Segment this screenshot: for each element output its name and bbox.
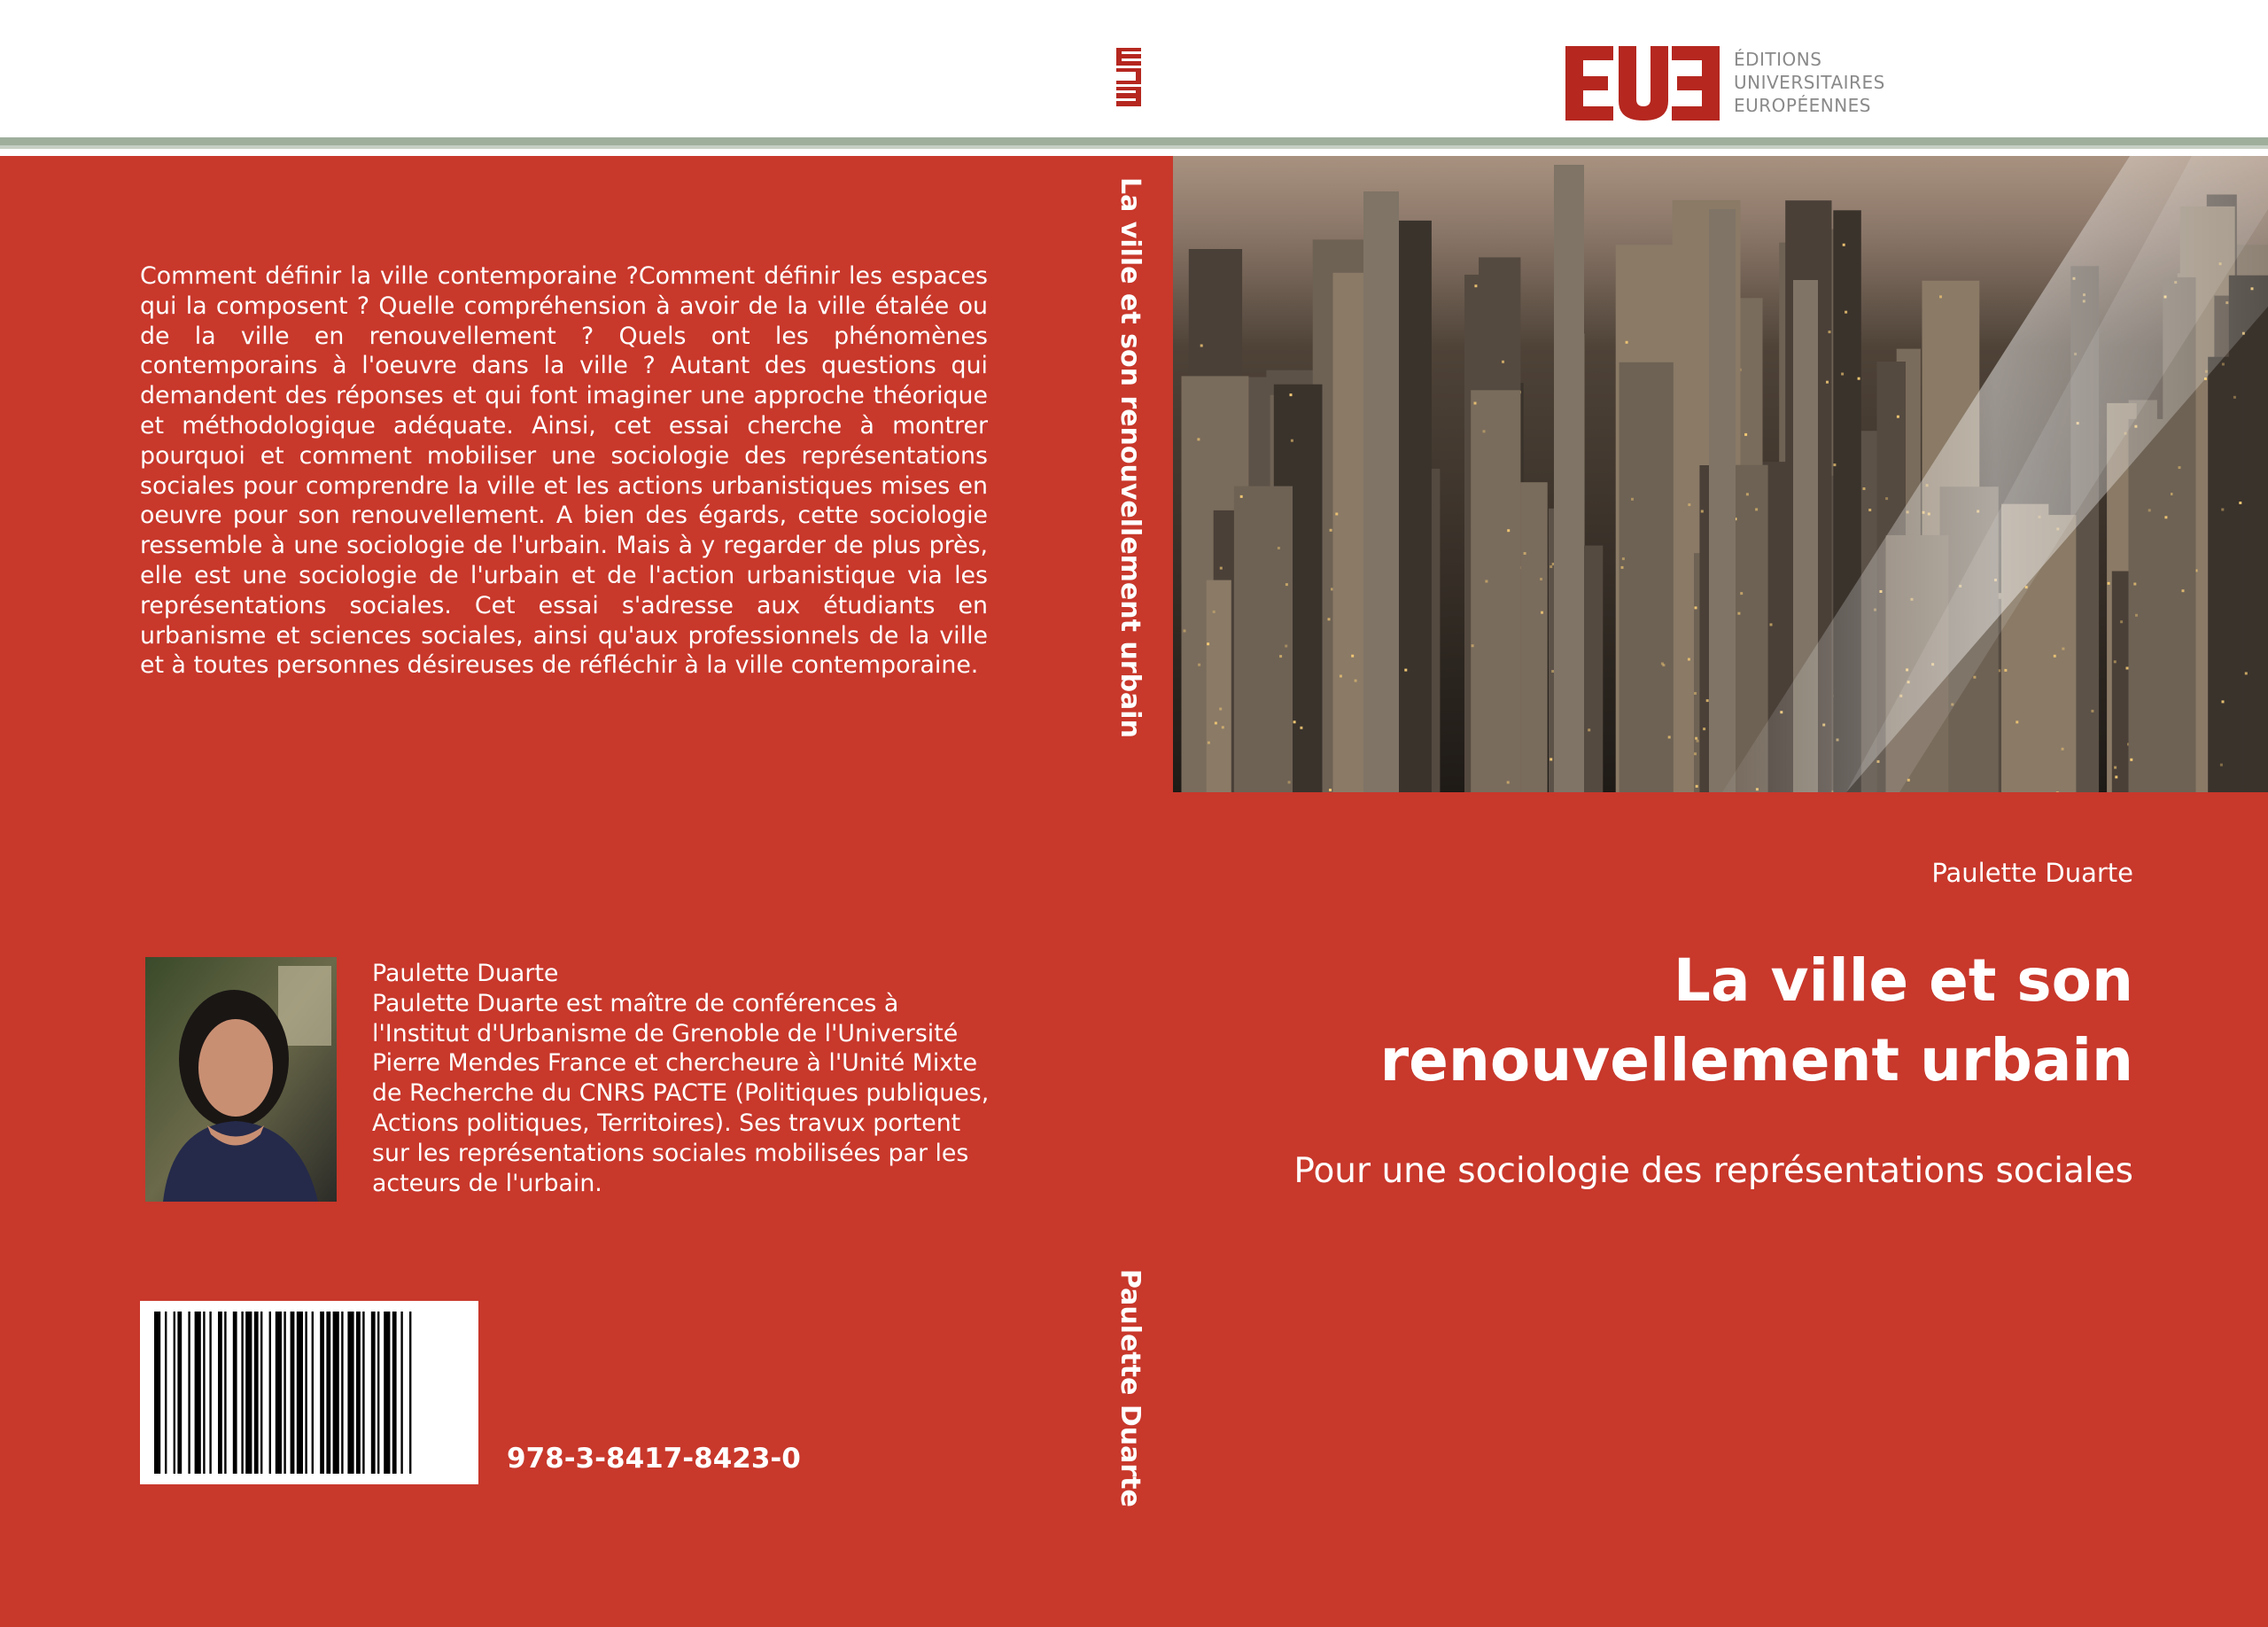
- tower: [1363, 191, 1399, 792]
- window-light: [1474, 402, 1477, 405]
- window-light: [2108, 582, 2110, 585]
- window-light: [1472, 644, 1474, 647]
- author-bio-name: Paulette Duarte: [372, 960, 559, 987]
- tower: [1554, 165, 1584, 792]
- window-light: [2126, 667, 2129, 670]
- barcode-bar: [312, 1312, 314, 1474]
- barcode-bar: [260, 1312, 262, 1474]
- barcode-bar: [218, 1312, 222, 1474]
- window-light: [2062, 648, 2064, 650]
- window-light: [1285, 583, 1288, 586]
- barcode-bar: [305, 1312, 307, 1474]
- barcode-bar: [276, 1312, 282, 1474]
- window-light: [2130, 759, 2132, 761]
- window-light: [1833, 463, 1836, 466]
- front-author: Paulette Duarte: [1931, 858, 2133, 888]
- window-light: [1885, 497, 1888, 500]
- window-light: [1351, 655, 1354, 658]
- window-light: [1703, 728, 1705, 730]
- window-light: [1626, 341, 1628, 344]
- barcode-bar: [233, 1312, 237, 1474]
- window-light: [1551, 670, 1554, 673]
- window-light: [1631, 498, 1634, 501]
- window-light: [2164, 516, 2167, 518]
- barcode-bar: [203, 1312, 205, 1474]
- header-divider-light: [0, 145, 2268, 149]
- window-light: [2004, 669, 2007, 672]
- barcode: [140, 1301, 478, 1484]
- window-light: [1826, 381, 1829, 384]
- window-light: [2135, 614, 2138, 617]
- building: [1207, 580, 1231, 792]
- window-light: [1524, 552, 1526, 555]
- window-light: [2091, 710, 2093, 712]
- barcode-bar: [154, 1312, 160, 1474]
- window-light: [1845, 311, 1847, 314]
- window-light: [2239, 502, 2241, 504]
- header-divider: [0, 137, 2268, 145]
- window-light: [1662, 664, 1665, 666]
- window-light: [2245, 672, 2248, 674]
- window-light: [1550, 758, 1552, 760]
- window-light: [1219, 708, 1222, 711]
- window-light: [2120, 620, 2123, 623]
- spine-title: La ville et son renouvellement urbain: [1115, 177, 1146, 738]
- window-light: [1540, 578, 1542, 580]
- window-light: [1695, 737, 1697, 740]
- barcode-bar: [291, 1312, 295, 1474]
- window-light: [1695, 606, 1697, 609]
- window-light: [1863, 487, 1866, 490]
- window-light: [1737, 612, 1740, 615]
- building: [1471, 390, 1520, 792]
- barcode-bar: [177, 1312, 182, 1474]
- tower: [1709, 209, 1736, 792]
- building: [2129, 419, 2171, 792]
- window-light: [1868, 509, 1871, 511]
- window-light: [1184, 629, 1186, 632]
- barcode-bar: [165, 1312, 167, 1474]
- barcode-bar: [224, 1312, 226, 1474]
- window-light: [1200, 345, 1203, 347]
- window-light: [1746, 493, 1749, 495]
- building: [2208, 357, 2243, 792]
- window-light: [1293, 720, 1296, 723]
- window-light: [1474, 284, 1477, 287]
- window-light: [1340, 675, 1342, 678]
- publisher-name-line-2: UNIVERSITAIRES: [1734, 72, 1885, 93]
- barcode-bar: [269, 1312, 271, 1474]
- barcode-bar: [209, 1312, 211, 1474]
- window-light: [2221, 509, 2224, 511]
- barcode-bar: [320, 1312, 324, 1474]
- publisher-name-line-3: EUROPÉENNES: [1734, 95, 1872, 116]
- window-light: [1688, 658, 1690, 661]
- window-light: [2114, 767, 2117, 769]
- barcode-bar: [195, 1312, 201, 1474]
- window-light: [1220, 567, 1223, 570]
- window-light: [1744, 433, 1747, 436]
- window-light: [1706, 699, 1709, 702]
- barcode-bar: [356, 1312, 361, 1474]
- window-light: [1300, 727, 1302, 729]
- window-light: [1330, 529, 1332, 532]
- window-light: [1507, 529, 1510, 532]
- author-bio-text: Paulette Duarte est maître de conférences à l'Institut d'Urbanisme de Grenoble de l'Université Pierre Mendes France et chercheure à l'Unité Mixte de Recherche du CNRS PACTE (Politiques publiques, Actions politiques, Territoires). Ses travux portent sur les représentations sociales mobilisées par les acteurs de l'urbain.: [372, 989, 990, 1197]
- window-light: [1694, 752, 1697, 755]
- barcode-bar: [245, 1312, 252, 1474]
- window-light: [1939, 295, 1942, 298]
- publisher-logo: [1564, 44, 1721, 122]
- window-light: [2222, 363, 2225, 366]
- barcode-bar: [400, 1312, 402, 1474]
- window-light: [2133, 583, 2136, 586]
- window-light: [1222, 726, 1224, 728]
- barcode-bar: [174, 1312, 175, 1474]
- barcode-bar: [409, 1312, 411, 1474]
- window-light: [1290, 393, 1293, 396]
- window-light: [1404, 669, 1407, 672]
- window-light: [2222, 700, 2225, 703]
- window-light: [1841, 373, 1844, 376]
- barcode-bar: [241, 1312, 243, 1474]
- barcode-bar: [347, 1312, 353, 1474]
- window-light: [2179, 466, 2181, 469]
- window-light: [1755, 508, 1758, 510]
- window-light: [1740, 592, 1743, 595]
- window-light: [1208, 742, 1210, 744]
- window-light: [2148, 509, 2151, 511]
- window-light: [1770, 623, 1773, 626]
- barcode-bar: [362, 1312, 364, 1474]
- window-light: [1541, 611, 1543, 614]
- author-photo: [145, 957, 337, 1202]
- window-light: [1507, 781, 1510, 783]
- window-light: [1279, 655, 1282, 658]
- window-light: [2220, 764, 2223, 767]
- spine-author: Paulette Duarte: [1115, 1269, 1146, 1507]
- window-light: [1288, 781, 1291, 783]
- city-skyline-image: [1173, 156, 2268, 792]
- publisher-name-line-1: ÉDITIONS: [1734, 49, 1822, 70]
- front-title: La ville et son renouvellement urbain: [1379, 946, 2133, 1094]
- barcode-bar: [341, 1312, 343, 1474]
- window-light: [1291, 440, 1293, 442]
- window-light: [1897, 416, 1899, 418]
- window-light: [1843, 244, 1845, 246]
- barcode-bar: [254, 1312, 259, 1474]
- back-cover-blurb: Comment définir la ville contemporaine ?Comment définir les espaces qui la composent ? Quelle compréhension à avoir de la ville étalée ou de la ville en renouvellement ? Quels ont les phénomènes contemporains à l'oeuvre dans la ville ? Autant des questions qui demandent des réponses et qui font imaginer une approche théorique et méthodologique adéquate. Ainsi, cet essai cherche à montrer pourquoi et comment mobiliser une sociologie des représentations sociales pour comprendre la ville et les actions urbanistiques mises en oeuvre pour son renouvellement. A bien des égards, cette sociologie ressemble à une sociologie de l'urbain. Mais à y regarder de plus près, elle est une sociologie de l'urbain et de l'action urbanistique via les représentations sociales. Cet essai s'adresse aux étudiants en urbanisme et sciences sociales, ainsi qu'aux professionnels de la ville et à toutes personnes désireuses de réfléchir à la ville contemporaine.: [140, 262, 988, 680]
- window-light: [1198, 664, 1200, 666]
- window-light: [1285, 645, 1287, 648]
- author-bio-block: [372, 959, 992, 1198]
- window-light: [2062, 748, 2064, 751]
- window-light: [1697, 740, 1699, 743]
- window-light: [1328, 618, 1331, 620]
- front-subtitle: Pour une sociologie des représentations sociales: [1293, 1151, 2133, 1191]
- window-light: [2056, 791, 2059, 792]
- window-light: [1213, 611, 1216, 613]
- window-light: [1329, 789, 1332, 791]
- window-light: [1858, 378, 1860, 380]
- barcode-bar: [297, 1312, 303, 1474]
- barcode-bar: [333, 1312, 339, 1474]
- spine-publisher-logo: [1115, 46, 1143, 108]
- building: [1234, 487, 1293, 792]
- window-light: [1829, 331, 1831, 333]
- window-light: [1688, 503, 1690, 506]
- isbn-number: 978-3-8417-8423-0: [507, 1443, 801, 1475]
- window-light: [1621, 566, 1624, 569]
- window-light: [1550, 565, 1552, 568]
- window-light: [1696, 785, 1698, 788]
- window-light: [1485, 580, 1487, 583]
- building: [1619, 362, 1674, 792]
- window-light: [1355, 680, 1357, 682]
- window-light: [2016, 720, 2018, 723]
- window-light: [1701, 510, 1704, 513]
- barcode-bar: [392, 1312, 397, 1474]
- window-light: [1278, 547, 1280, 549]
- barcode-bar: [284, 1312, 285, 1474]
- window-light: [1207, 642, 1209, 645]
- barcode-bar: [326, 1312, 330, 1474]
- window-light: [1694, 692, 1697, 695]
- window-light: [1483, 430, 1486, 432]
- barcode-bar: [384, 1312, 390, 1474]
- window-light: [2182, 589, 2185, 592]
- barcode-bar: [371, 1312, 376, 1474]
- window-light: [1588, 728, 1590, 731]
- barcode-bar: [377, 1312, 379, 1474]
- window-light: [1973, 676, 1976, 679]
- window-light: [2114, 660, 2117, 663]
- window-light: [1622, 557, 1625, 560]
- window-light: [2054, 655, 2056, 658]
- window-light: [1335, 513, 1338, 516]
- window-light: [1502, 361, 1504, 363]
- barcode-bars: [140, 1301, 478, 1484]
- window-light: [2233, 396, 2236, 399]
- window-light: [1240, 495, 1243, 498]
- window-light: [2115, 775, 2117, 778]
- window-light: [1197, 438, 1200, 440]
- window-light: [1215, 722, 1217, 725]
- publisher-name: [1734, 48, 1964, 117]
- barcode-bar: [188, 1312, 190, 1474]
- window-light: [1668, 736, 1671, 738]
